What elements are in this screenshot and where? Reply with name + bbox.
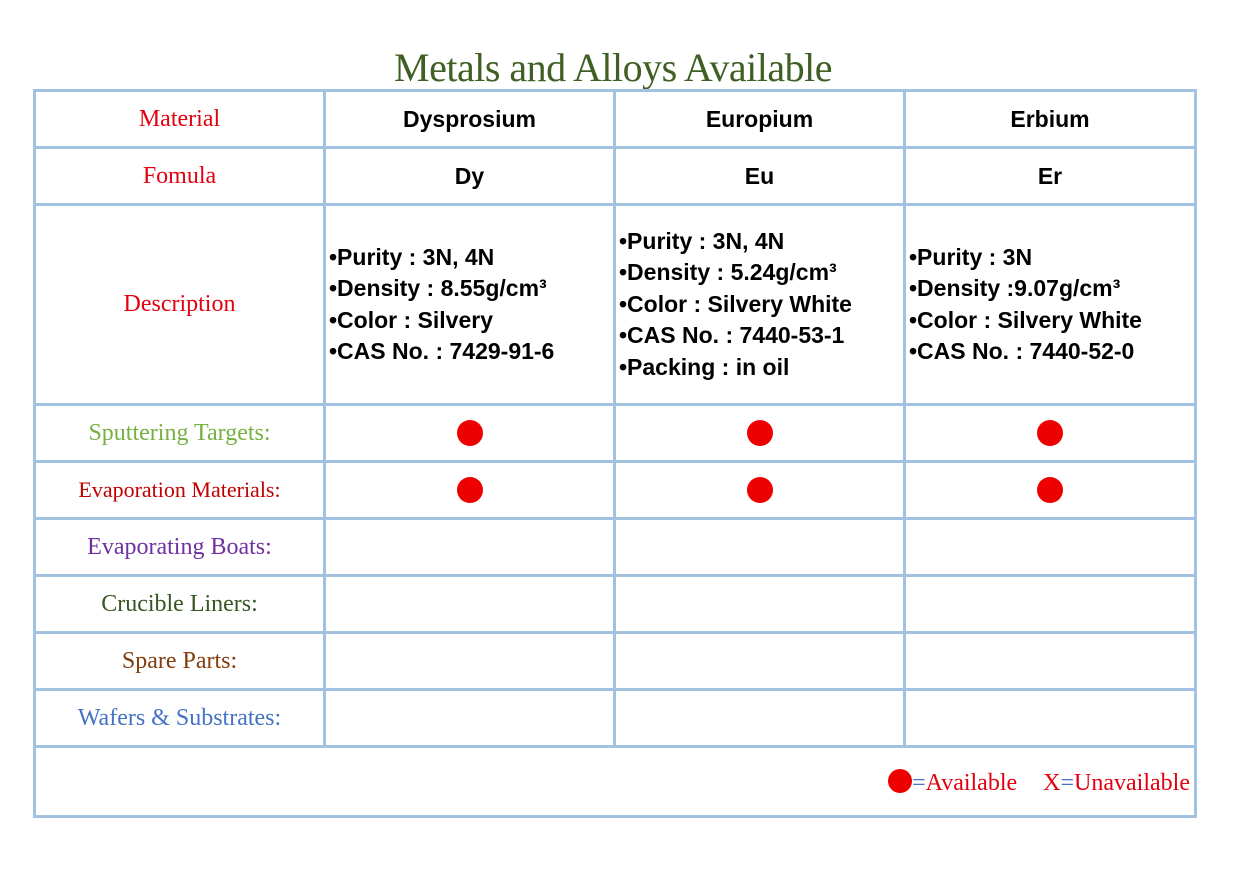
available-dot-icon xyxy=(1037,420,1063,446)
availability-cell xyxy=(905,462,1196,519)
unavailable-x-icon: X xyxy=(1043,770,1061,796)
availability-cell xyxy=(615,576,905,633)
formula-value: Eu xyxy=(615,148,905,205)
availability-cell xyxy=(325,633,615,690)
page-title: Metals and Alloys Available xyxy=(394,45,832,90)
description-row xyxy=(35,205,1196,405)
materials-table xyxy=(33,89,1197,818)
description-line: •Color : Silvery White xyxy=(619,290,852,317)
availability-cell xyxy=(325,576,615,633)
availability-cell xyxy=(905,519,1196,576)
available-dot-icon xyxy=(1037,477,1063,503)
available-dot-icon xyxy=(747,477,773,503)
availability-cell xyxy=(905,633,1196,690)
description-line: •Purity : 3N, 4N xyxy=(329,243,495,270)
description-line: •CAS No. : 7429-91-6 xyxy=(329,338,555,364)
legend-cell xyxy=(35,747,1196,817)
evaporation-materials-label: Evaporation Materials: xyxy=(35,462,325,519)
evaporation-materials-row xyxy=(35,462,1196,519)
evaporating-boats-label: Evaporating Boats: xyxy=(35,519,325,576)
availability-cell xyxy=(325,462,615,519)
wafers-substrates-row xyxy=(35,690,1196,747)
description-cell xyxy=(905,205,1196,405)
availability-cell xyxy=(615,633,905,690)
available-dot-icon xyxy=(888,769,912,793)
available-dot-icon xyxy=(747,420,773,446)
legend-unavailable-text: Unavailable xyxy=(1074,770,1190,796)
available-dot-icon xyxy=(457,420,483,446)
formula-row xyxy=(35,148,1196,205)
description-line: •Density : 8.55g/cm³ xyxy=(329,275,547,301)
availability-cell xyxy=(615,519,905,576)
legend-equals: = xyxy=(1060,770,1075,796)
spare-parts-row xyxy=(35,633,1196,690)
description-line: •Purity : 3N, 4N xyxy=(619,227,785,254)
legend-row xyxy=(35,747,1196,817)
sputtering-targets-row xyxy=(35,405,1196,462)
description-line: •CAS No. : 7440-53-1 xyxy=(619,322,845,349)
description-line: •Packing : in oil xyxy=(619,353,790,380)
legend-equals: = xyxy=(912,770,926,796)
description-cell xyxy=(325,205,615,405)
material-label: Material xyxy=(35,91,325,148)
description-line: •Purity : 3N xyxy=(909,243,1033,270)
wafers-substrates-label: Wafers & Substrates: xyxy=(35,690,325,747)
sputtering-targets-label: Sputtering Targets: xyxy=(35,405,325,462)
availability-cell xyxy=(325,405,615,462)
material-name: Erbium xyxy=(905,91,1196,148)
description-line: •Density : 5.24g/cm³ xyxy=(619,259,837,286)
formula-label: Fomula xyxy=(35,148,325,205)
description-line: •Density :9.07g/cm³ xyxy=(909,275,1121,301)
legend-available-text: Available xyxy=(925,770,1018,796)
availability-cell xyxy=(615,462,905,519)
availability-cell xyxy=(325,519,615,576)
description-label: Description xyxy=(35,205,325,405)
availability-cell xyxy=(905,690,1196,747)
description-line: •CAS No. : 7440-52-0 xyxy=(909,338,1135,364)
material-name: Dysprosium xyxy=(325,91,615,148)
crucible-liners-row xyxy=(35,576,1196,633)
legend xyxy=(888,769,1190,797)
availability-cell xyxy=(615,405,905,462)
description-cell xyxy=(615,205,905,405)
spare-parts-label: Spare Parts: xyxy=(35,633,325,690)
availability-cell xyxy=(905,576,1196,633)
formula-value: Dy xyxy=(325,148,615,205)
formula-value: Er xyxy=(905,148,1196,205)
evaporating-boats-row xyxy=(35,519,1196,576)
crucible-liners-label: Crucible Liners: xyxy=(35,576,325,633)
availability-cell xyxy=(325,690,615,747)
availability-cell xyxy=(615,690,905,747)
description-line: •Color : Silvery White xyxy=(909,306,1142,333)
available-dot-icon xyxy=(457,477,483,503)
description-line: •Color : Silvery xyxy=(329,306,493,333)
availability-cell xyxy=(905,405,1196,462)
material-name: Europium xyxy=(615,91,905,148)
material-row xyxy=(35,91,1196,148)
